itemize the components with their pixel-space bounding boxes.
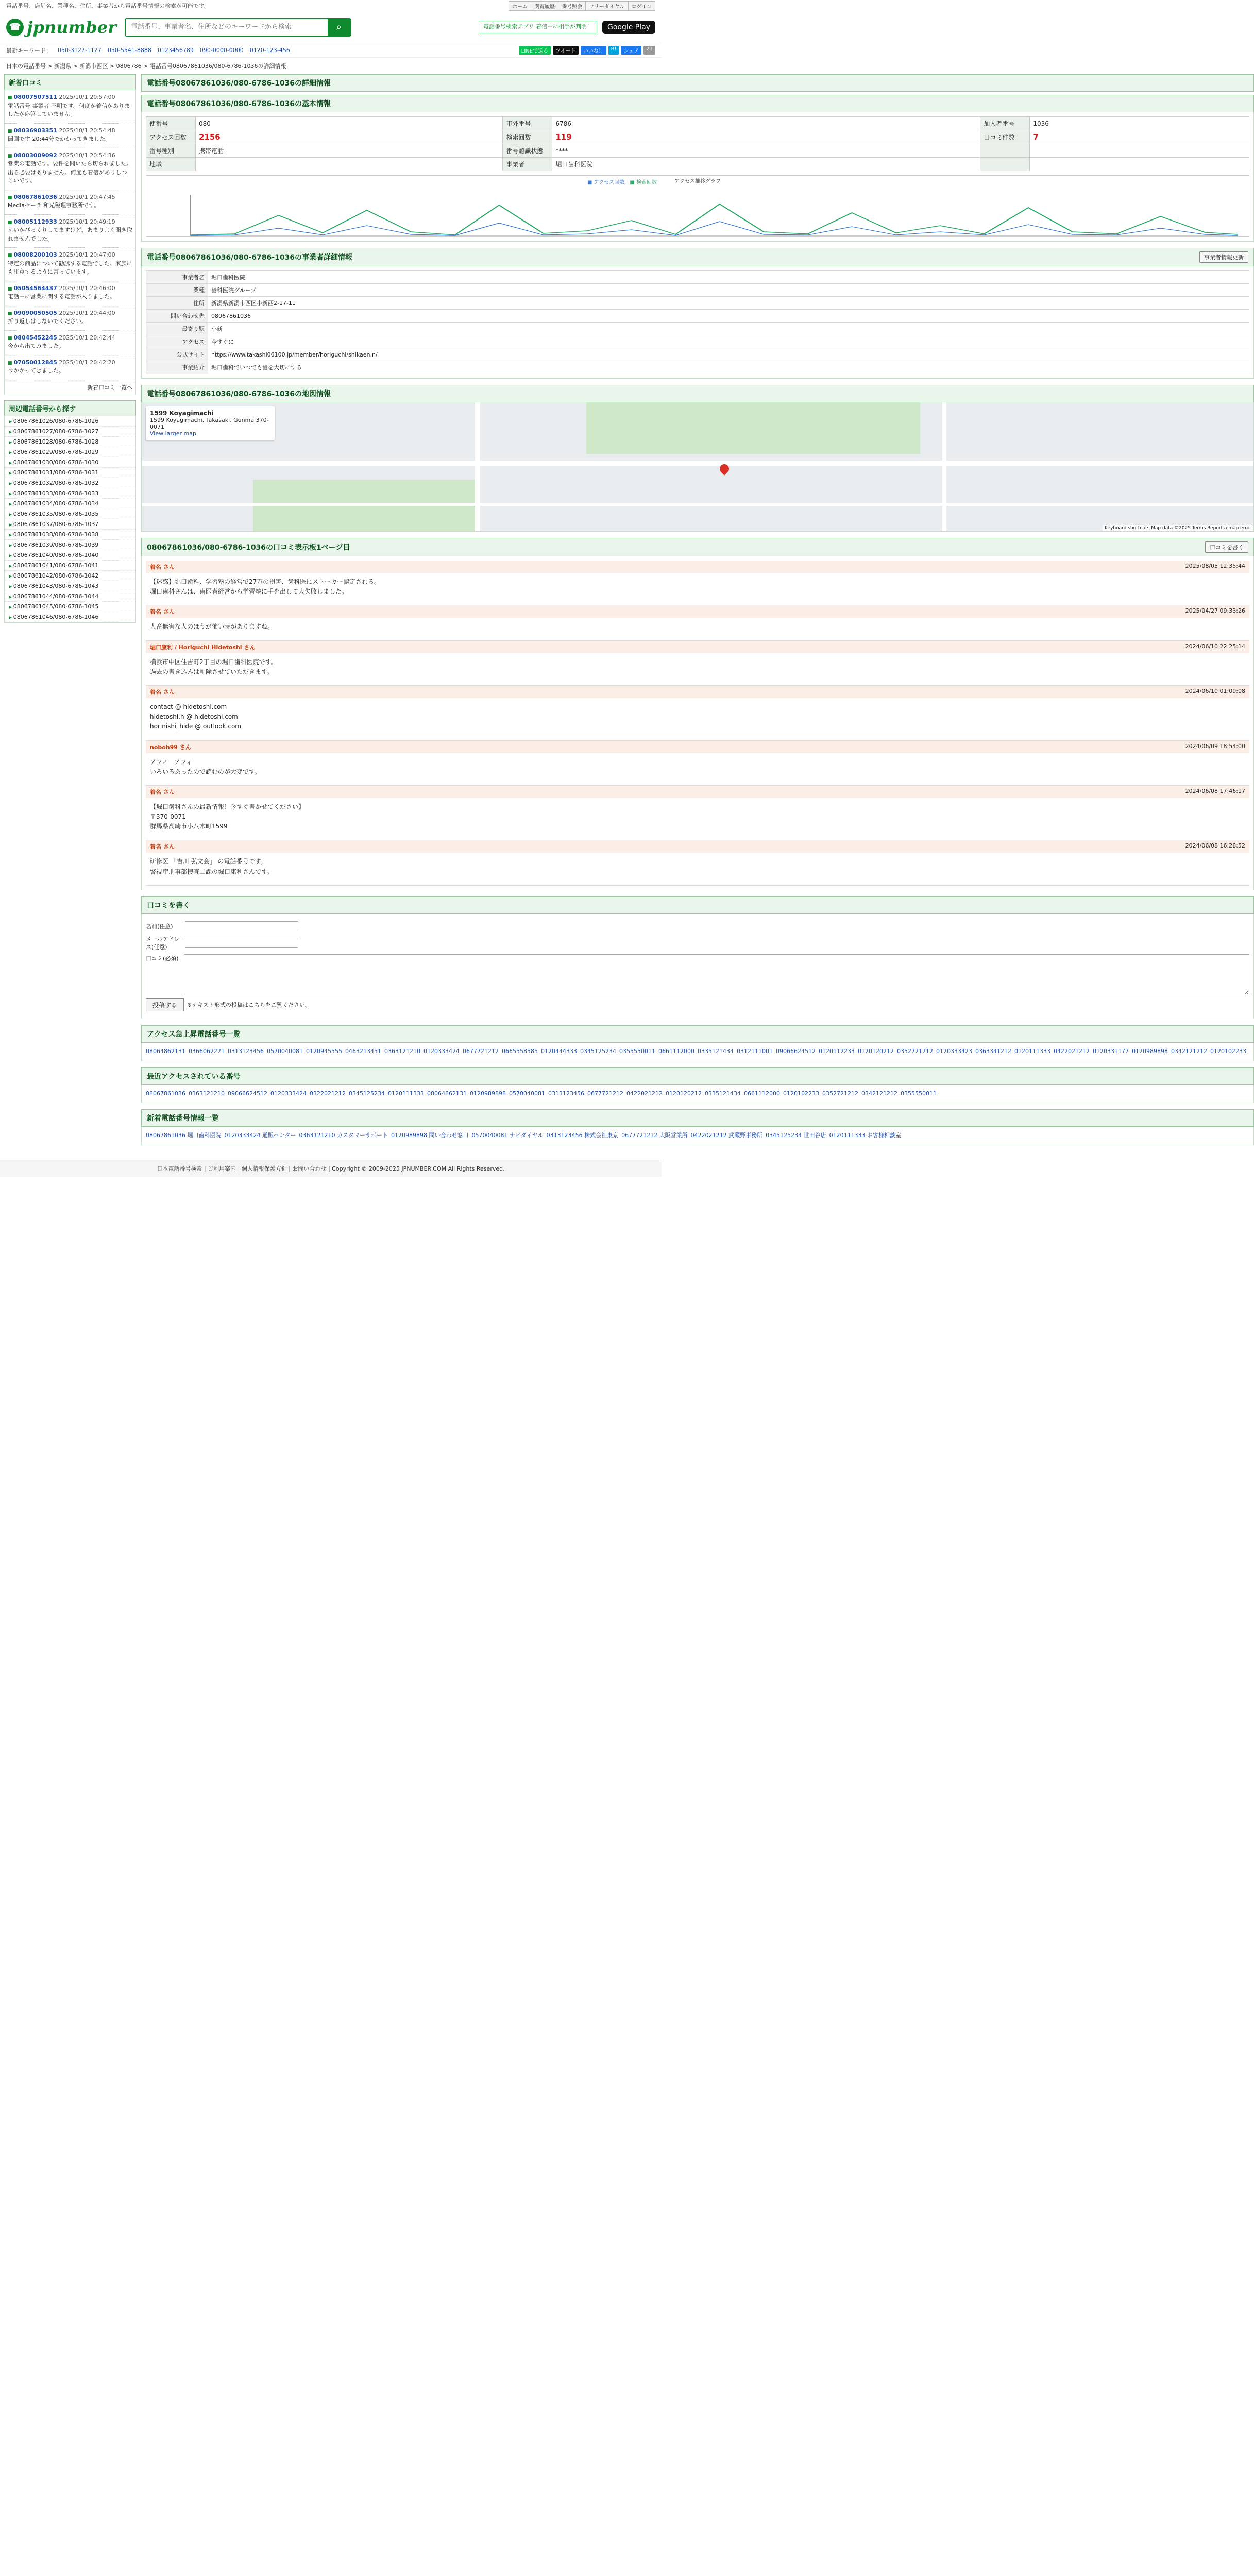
business-info-key: 業種 (146, 284, 208, 297)
business-info-key: 最寄り駅 (146, 323, 208, 335)
ranking-number-link[interactable]: 0120120212 (857, 1047, 894, 1055)
business-info-row (146, 361, 1249, 374)
map-larger-link[interactable]: View larger map (150, 430, 196, 437)
comment-form-title: 口コミを書く (141, 896, 1254, 914)
recent-number-link[interactable]: 0120333424 (270, 1090, 307, 1097)
ranking-number-link[interactable]: 0665558585 (501, 1047, 538, 1055)
ranking-number-link[interactable]: 0312111001 (736, 1047, 773, 1055)
left-comment-text: Mediaセーラ 和光税理事務所です。 (8, 202, 100, 209)
main-column (141, 74, 1254, 1151)
ranking-number-link[interactable]: 0120333424 (423, 1047, 460, 1055)
comment-author: 着名 さん (150, 843, 175, 851)
business-info-key: 事業紹介 (146, 361, 208, 374)
comment-label: 口コミ(必須) (146, 955, 179, 962)
business-info-row (146, 323, 1249, 335)
basic-info-value: 080 (196, 117, 503, 130)
top-link-home[interactable]: ホーム (509, 1, 531, 11)
nearby-number-link[interactable]: ▶ 08067861029/080-6786-1029 (5, 447, 135, 457)
business-info-key: 問い合わせ先 (146, 310, 208, 323)
ranking-number-link[interactable]: 0120331177 (1092, 1047, 1129, 1055)
nearby-number-link[interactable]: ▶ 08067861039/080-6786-1039 (5, 540, 135, 550)
nearby-number-link[interactable]: ▶ 08067861043/080-6786-1043 (5, 581, 135, 591)
name-input[interactable] (185, 921, 298, 931)
header-right (479, 21, 655, 34)
comment-item (146, 840, 1249, 885)
nearby-number-link[interactable]: ▶ 08067861028/080-6786-1028 (5, 437, 135, 447)
recent-number-link[interactable]: 08067861036 (146, 1090, 185, 1097)
comment-item (146, 686, 1249, 741)
left-comment-item[interactable] (5, 148, 135, 190)
nearby-numbers-title: 周辺電話番号から探す (4, 400, 136, 416)
newest-links (141, 1127, 1254, 1145)
ranking-title: アクセス急上昇電話番号一覧 (141, 1025, 1254, 1043)
ranking-number-link[interactable]: 0422021212 (1053, 1047, 1090, 1055)
basic-info-value: 携帯電話 (196, 144, 503, 158)
comment-author: 着名 さん (150, 788, 175, 795)
comment-date: 2024/06/10 22:25:14 (1185, 642, 1245, 650)
recent-number-link[interactable]: 0342121212 (861, 1090, 897, 1097)
business-info-key: アクセス (146, 335, 208, 348)
basic-info-value: 2156 (196, 130, 503, 144)
basic-info-row (146, 158, 1249, 171)
left-comment-text: えいかびっくりしてますけど、あまりよく聞き取れませんでした。 (8, 227, 132, 242)
left-comment-number[interactable]: ■ 08008200103 (8, 251, 57, 258)
left-comment-text: 今から出てみました。 (8, 343, 64, 349)
nearby-number-link[interactable]: ▶ 08067861046/080-6786-1046 (5, 612, 135, 622)
map-section (141, 402, 1254, 532)
basic-info-title: 電話番号08067861036/080-6786-1036の基本情報 (141, 95, 1254, 112)
left-comment-number[interactable]: ■ 08045452245 (8, 334, 57, 341)
business-info-key: 住所 (146, 297, 208, 310)
left-comment-number[interactable]: ■ 08067861036 (8, 194, 57, 200)
app-promo[interactable]: 電話番号検索アプリ 着信中に相手が判明！ (479, 21, 597, 33)
business-info-row (146, 348, 1249, 361)
comment-form (141, 914, 1254, 1019)
comment-header (146, 741, 1249, 753)
update-business-button[interactable]: 事業者情報更新 (1199, 251, 1248, 263)
left-comment-item[interactable] (5, 306, 135, 331)
comment-item (146, 561, 1249, 605)
phone-icon: ☎ (6, 19, 24, 36)
newest-number-link[interactable]: 0120989898 問い合わせ窓口 (391, 1132, 469, 1139)
left-comment-time: 2025/10/1 20:57:00 (59, 94, 115, 100)
comment-header (146, 786, 1249, 798)
left-comment-text: 電話番号 事業者 不明です。何度か着信がありましたが応答していません。 (8, 102, 130, 117)
recent-number-link[interactable]: 0345125234 (348, 1090, 385, 1097)
basic-info-value (1030, 144, 1249, 158)
basic-info-key: 番号認識状態 (503, 144, 552, 158)
mail-label: メールアドレス(任意) (146, 935, 180, 951)
business-info-row (146, 297, 1249, 310)
nearby-number-link[interactable]: ▶ 08067861037/080-6786-1037 (5, 519, 135, 530)
search-button[interactable] (328, 19, 350, 36)
recent-number-link[interactable]: 0322021212 (309, 1090, 346, 1097)
comment-author: 着名 さん (150, 688, 175, 696)
comment-header (146, 641, 1249, 653)
business-info-row (146, 310, 1249, 323)
nearby-number-link[interactable]: ▶ 08067861041/080-6786-1041 (5, 561, 135, 571)
legend-search: ■ 検索回数 (630, 178, 657, 185)
business-info-value: 08067861036 (208, 310, 1249, 323)
business-info-row (146, 271, 1249, 284)
ranking-number-link[interactable]: 0345125234 (580, 1047, 616, 1055)
left-comment-number[interactable]: ■ 07050012845 (8, 359, 57, 366)
keyword-link[interactable]: 0120-123-456 (249, 47, 290, 54)
search-input[interactable] (126, 19, 328, 36)
business-info-value: 新潟県新潟市西区小新西2-17-11 (208, 297, 1249, 310)
left-comment-time: 2025/10/1 20:44:00 (59, 309, 115, 316)
newest-number-link[interactable]: 08067861036 堀口歯科医院 (146, 1132, 222, 1139)
newest-number-link[interactable]: 0345125234 世田谷店 (766, 1132, 826, 1139)
recent-number-link[interactable]: 0422021212 (626, 1090, 663, 1097)
line-share-button[interactable]: LINEで送る (519, 46, 551, 55)
recent-number-link[interactable]: 0570040081 (509, 1090, 545, 1097)
comment-date: 2024/06/10 01:09:08 (1185, 687, 1245, 694)
top-links (509, 1, 655, 11)
newest-number-link[interactable]: 0677721212 大阪営業所 (621, 1132, 688, 1139)
nearby-number-link[interactable]: ▶ 08067861032/080-6786-1032 (5, 478, 135, 488)
left-comment-item[interactable] (5, 281, 135, 306)
comment-header (146, 605, 1249, 618)
ranking-number-link[interactable]: 0366062221 (188, 1047, 225, 1055)
recent-number-link[interactable]: 0335121434 (704, 1090, 741, 1097)
map-footer: Keyboard shortcuts Map data ©2025 Terms Report a map error (1103, 525, 1253, 531)
basic-info-key: アクセス回数 (146, 130, 196, 144)
basic-info-value: 堀口歯科医院 (552, 158, 980, 171)
nearby-number-link[interactable]: ▶ 08067861044/080-6786-1044 (5, 591, 135, 602)
left-comment-text: 今かかってきました。 (8, 367, 64, 374)
basic-info-section (141, 112, 1254, 242)
write-comment-button[interactable]: 口コミを書く (1205, 541, 1248, 553)
newest-number-link[interactable]: 0363121210 カスタマーサポート (299, 1132, 388, 1139)
nearby-number-link[interactable]: ▶ 08067861042/080-6786-1042 (5, 571, 135, 581)
ranking-number-link[interactable]: 09066624512 (775, 1047, 816, 1055)
newest-number-link[interactable]: 0120111333 お客様相談室 (829, 1132, 902, 1139)
nearby-number-link[interactable]: ▶ 08067861034/080-6786-1034 (5, 499, 135, 509)
comment-body: 【堀口歯科さんの最新情報！今すぐ書かせてください】 〒370-0071 群馬県高崎市小八木町1599 (150, 803, 305, 831)
left-comment-number[interactable]: ■ 08005112933 (8, 218, 57, 225)
basic-info-key: 地域 (146, 158, 196, 171)
left-comment-item[interactable] (5, 331, 135, 355)
comment-textarea[interactable] (184, 954, 1249, 995)
basic-info-key: 市外番号 (503, 117, 552, 130)
business-info-table (146, 270, 1249, 374)
business-info-title: 電話番号08067861036/080-6786-1036の事業者詳細情報 事業者情報更新 (141, 248, 1254, 266)
basic-info-row (146, 117, 1249, 130)
ranking-number-link[interactable]: 0120945555 (306, 1047, 342, 1055)
keyword-link[interactable]: 050-3127-1127 (58, 47, 101, 54)
business-info-value: 今すぐに (208, 335, 1249, 348)
mail-input[interactable] (185, 938, 298, 948)
nearby-number-link[interactable]: ▶ 08067861045/080-6786-1045 (5, 602, 135, 612)
keyword-link[interactable]: 090-0000-0000 (199, 47, 244, 54)
like-button[interactable]: いいね！ (581, 46, 606, 55)
comments-section (141, 556, 1254, 890)
basic-info-key: 検索回数 (503, 130, 552, 144)
ranking-number-link[interactable]: 0352721212 (896, 1047, 933, 1055)
site-tagline: 電話番号、店舗名、業種名、住所、事業者から電話番号情報の検索が可能です。 (6, 3, 210, 9)
comment-header (146, 840, 1249, 853)
keyword-link[interactable]: 050-5541-8888 (107, 47, 151, 54)
recent-number-link[interactable]: 0120120212 (665, 1090, 702, 1097)
left-comment-time: 2025/10/1 20:47:00 (59, 251, 115, 258)
share-count: 21 (643, 46, 655, 55)
basic-info-key: 番号種別 (146, 144, 196, 158)
map-place-name: 1599 Koyagimachi (150, 410, 214, 417)
recent-number-link[interactable]: 0352721212 (822, 1090, 858, 1097)
nearby-number-link[interactable]: ▶ 08067861035/080-6786-1035 (5, 509, 135, 519)
keyword-bar (0, 43, 662, 58)
chart-plot (146, 184, 1249, 246)
comment-body: 人畜無害な人のほうが怖い時がありますね。 (150, 623, 274, 631)
comment-author: 着名 さん (150, 608, 175, 616)
recent-links (141, 1085, 1254, 1104)
access-chart (146, 175, 1249, 237)
business-info-key: 公式サイト (146, 348, 208, 361)
business-info-row (146, 284, 1249, 297)
basic-info-value (196, 158, 503, 171)
map-place-card (146, 406, 275, 440)
left-comment-number[interactable]: ■ 08036903351 (8, 127, 57, 134)
basic-info-value: 1036 (1030, 117, 1249, 130)
business-info-value: 堀口歯科でいつでも歯を大切にする (208, 361, 1249, 374)
breadcrumb[interactable]: 日本の電話番号 > 新潟県 > 新潟市西区 > 0806786 > 電話番号08067861036/080-6786-1036の詳細情報 (6, 63, 286, 70)
google-play-button[interactable]: Google Play (602, 21, 655, 34)
new-comments-panel (4, 90, 136, 395)
left-comment-text: 電話中に営業に関する電話が入りました。 (8, 293, 115, 300)
name-label: 名前(任意) (146, 923, 173, 930)
nearby-numbers-panel (4, 416, 136, 623)
legend-access: ■ アクセス回数 (587, 178, 624, 185)
nearby-number-link[interactable]: ▶ 08067861031/080-6786-1031 (5, 468, 135, 478)
map-place-address: 1599 Koyagimachi, Takasaki, Gunma 370-0071 (150, 417, 269, 430)
nearby-number-link[interactable]: ▶ 08067861030/080-6786-1030 (5, 457, 135, 468)
left-comment-text: 営業の電話です。要件を聞いたら切られました。出る必要はありません。何度も着信がありしつこいです。 (8, 160, 132, 184)
keyword-label: 最新キーワード： (6, 47, 52, 54)
newest-number-link[interactable]: 0570040081 ナビダイヤル (471, 1132, 544, 1139)
hatena-button[interactable]: B! (608, 46, 619, 55)
comment-date: 2025/08/05 12:35:44 (1185, 563, 1245, 569)
comments-title: 08067861036/080-6786-1036の口コミ表示板1ページ目 口コミを書く (141, 538, 1254, 556)
left-comment-item[interactable] (5, 248, 135, 281)
comment-body: 横浜市中区住吉町2丁目の堀口歯科医院です。 過去の書き込みは削除させていただきます。 (150, 658, 277, 675)
keyword-link[interactable]: 0123456789 (157, 47, 194, 54)
newest-title: 新着電話番号情報一覧 (141, 1109, 1254, 1127)
recent-number-link[interactable]: 0355550011 (900, 1090, 937, 1097)
top-link-freedial[interactable]: フリーダイヤル (585, 1, 628, 11)
left-comment-text: 闇回です 20:44分でかかってきました。 (8, 135, 111, 142)
ranking-number-link[interactable]: 08064862131 (146, 1047, 185, 1055)
ranking-number-link[interactable]: 0313123456 (227, 1047, 264, 1055)
recent-number-link[interactable]: 09066624512 (227, 1090, 267, 1097)
share-buttons (519, 46, 655, 55)
ranking-number-link[interactable]: 0570040081 (266, 1047, 303, 1055)
ranking-number-link[interactable]: 0363341212 (975, 1047, 1011, 1055)
left-comment-item[interactable] (5, 90, 135, 124)
basic-info-key (980, 144, 1030, 158)
ranking-number-link[interactable]: 0120102233 (1210, 1047, 1246, 1055)
business-info-value: 堀口歯科医院 (208, 271, 1249, 284)
comment-date: 2024/06/08 17:46:17 (1185, 787, 1245, 794)
ranking-number-link[interactable]: 0120444333 (540, 1047, 577, 1055)
ranking-number-link[interactable]: 0661112000 (658, 1047, 694, 1055)
basic-info-value: **** (552, 144, 980, 158)
business-info-value[interactable]: https://www.takashi06100.jp/member/horiguchi/shikaen.n/ (208, 348, 1249, 361)
ranking-number-link[interactable]: 0463213451 (345, 1047, 381, 1055)
recent-number-link[interactable]: 0120989898 (469, 1090, 506, 1097)
newest-number-link[interactable]: 0313123456 株式会社東京 (546, 1132, 619, 1139)
recent-title: 最近アクセスされている番号 (141, 1067, 1254, 1085)
left-comment-time: 2025/10/1 20:49:19 (59, 218, 115, 225)
nearby-number-link[interactable]: ▶ 08067861040/080-6786-1040 (5, 550, 135, 561)
ranking-number-link[interactable]: 0335121434 (697, 1047, 734, 1055)
comment-author: 堀口康利 / Horiguchi Hidetoshi さん (150, 643, 256, 651)
left-comment-time: 2025/10/1 20:46:00 (59, 284, 115, 292)
left-comment-time: 2025/10/1 20:42:20 (59, 359, 115, 366)
share-button[interactable]: シェア (621, 46, 641, 55)
top-strip (0, 0, 662, 11)
form-note: ※テキスト形式の投稿はこちらをご覧ください。 (187, 1002, 311, 1009)
ranking-number-link[interactable]: 0677721212 (462, 1047, 499, 1055)
chart-title: アクセス推移グラフ (674, 179, 721, 184)
comment-date: 2024/06/09 18:54:00 (1185, 742, 1245, 750)
recent-number-link[interactable]: 0120111333 (387, 1090, 424, 1097)
business-info-row (146, 335, 1249, 348)
tweet-button[interactable]: ツイート (553, 46, 579, 55)
left-comment-text: 折り返しはしないでください。 (8, 318, 87, 325)
business-info-key: 事業者名 (146, 271, 208, 284)
basic-info-value: 119 (552, 130, 980, 144)
ranking-number-link[interactable]: 0120111333 (1014, 1047, 1050, 1055)
site-header (0, 11, 662, 43)
left-comment-number[interactable]: ■ 08007507511 (8, 94, 57, 100)
top-link-login[interactable]: ログイン (628, 1, 656, 11)
ranking-number-link[interactable]: 0355550011 (619, 1047, 655, 1055)
newest-number-link[interactable]: 0120333424 通販センター (224, 1132, 296, 1139)
basic-info-row (146, 130, 1249, 144)
top-link-history[interactable]: 閲覧履歴 (531, 1, 558, 11)
ranking-number-link[interactable]: 0120333423 (936, 1047, 972, 1055)
left-comment-time: 2025/10/1 20:42:44 (59, 334, 115, 341)
search-box (125, 18, 351, 37)
left-comment-time: 2025/10/1 20:47:45 (59, 193, 115, 200)
left-comment-number[interactable]: ■ 09090050505 (8, 310, 57, 316)
basic-info-key: 加入者番号 (980, 117, 1030, 130)
basic-info-key: 事業者 (503, 158, 552, 171)
ranking-links (141, 1043, 1254, 1061)
embedded-map[interactable] (142, 402, 1253, 531)
comment-header (146, 686, 1249, 698)
map-title: 電話番号08067861036/080-6786-1036の地図情報 (141, 385, 1254, 402)
comment-header (146, 561, 1249, 573)
new-comments-title: 新着口コミ (4, 74, 136, 90)
site-logo[interactable]: ☎ jpnumber (6, 18, 116, 37)
basic-info-key: 口コミ件数 (980, 130, 1030, 144)
basic-info-value (1030, 158, 1249, 171)
comment-item (146, 641, 1249, 686)
basic-info-table (146, 116, 1249, 171)
basic-info-key (980, 158, 1030, 171)
left-comment-item[interactable] (5, 355, 135, 380)
ranking-number-link[interactable]: 0342121212 (1171, 1047, 1207, 1055)
newest-number-link[interactable]: 0422021212 武蔵野事務所 (690, 1132, 763, 1139)
recent-number-link[interactable]: 0120102233 (783, 1090, 819, 1097)
comment-date: 2024/06/08 16:28:52 (1185, 842, 1245, 850)
ranking-number-link[interactable]: 0120112233 (818, 1047, 855, 1055)
submit-button[interactable]: 投稿する (146, 998, 184, 1011)
chart-legend (587, 178, 657, 185)
comment-date: 2025/04/27 09:33:26 (1185, 607, 1245, 615)
ranking-number-link[interactable]: 0120989898 (1131, 1047, 1168, 1055)
recent-number-link[interactable]: 08064862131 (427, 1090, 467, 1097)
comment-body: 【迷惑】堀口歯科、学習塾の経営で27万の損害、歯科医にストーカー認定される。 堀口歯科さんは、歯医者経営から学習塾に手を出して大失敗しました。 (150, 578, 381, 596)
recent-number-link[interactable]: 0677721212 (587, 1090, 623, 1097)
comment-item (146, 786, 1249, 841)
search-icon: ⌕ (336, 22, 342, 32)
ranking-number-link[interactable]: 0363121210 (384, 1047, 420, 1055)
left-comment-item[interactable] (5, 124, 135, 148)
site-footer: 日本電話番号検索 | ご利用案内 | 個人情報保護方針 | お問い合わせ | Copyright © 2009-2025 JPNUMBER.COM All Rights Reserved. (0, 1160, 662, 1177)
left-comment-text: 特定の商品について勧誘する電話でした。家族にも注意するように言っています。 (8, 260, 132, 275)
business-info-section (141, 266, 1254, 379)
recent-number-link[interactable]: 0313123456 (548, 1090, 584, 1097)
left-comment-time: 2025/10/1 20:54:36 (59, 151, 115, 159)
left-comment-number[interactable]: ■ 05054564437 (8, 285, 57, 292)
comment-item (146, 605, 1249, 640)
page-title: 電話番号08067861036/080-6786-1036の詳細情報 (141, 74, 1254, 92)
comment-author: 着名 さん (150, 564, 175, 570)
left-comment-number[interactable]: ■ 08003009092 (8, 152, 57, 159)
nearby-number-link[interactable]: ▶ 08067861033/080-6786-1033 (5, 488, 135, 499)
comment-author: noboh99 さん (150, 743, 191, 751)
basic-info-row (146, 144, 1249, 158)
comment-item (146, 741, 1249, 786)
left-comment-item[interactable] (5, 215, 135, 248)
left-comment-time: 2025/10/1 20:54:48 (59, 127, 115, 134)
comment-body: 研修医 「吉川 弘文会」 の電話番号です。 警視庁刑事部捜査二課の堀口康利さんです。 (150, 858, 274, 875)
recent-number-link[interactable]: 0661112000 (743, 1090, 780, 1097)
basic-info-key: 使番号 (146, 117, 196, 130)
comment-body: アフィ アフィ いろいろあったので読むのが大変です。 (150, 758, 261, 775)
basic-info-value: 6786 (552, 117, 980, 130)
business-info-value: 小新 (208, 323, 1249, 335)
nearby-number-link[interactable]: ▶ 08067861026/080-6786-1026 (5, 416, 135, 427)
more-comments-link[interactable]: 新着口コミ一覧へ (87, 384, 132, 391)
nearby-number-link[interactable]: ▶ 08067861038/080-6786-1038 (5, 530, 135, 540)
left-column (4, 74, 136, 1151)
recent-number-link[interactable]: 0363121210 (188, 1090, 225, 1097)
top-link-inquiry[interactable]: 番号照会 (558, 1, 586, 11)
nearby-number-link[interactable]: ▶ 08067861027/080-6786-1027 (5, 427, 135, 437)
comment-body: contact @ hidetoshi.com hidetoshi.h @ hidetoshi.com horinishi_hide @ outlook.com (150, 703, 241, 731)
left-comment-item[interactable] (5, 190, 135, 215)
basic-info-value: 7 (1030, 130, 1249, 144)
business-info-value: 歯科医院グループ (208, 284, 1249, 297)
